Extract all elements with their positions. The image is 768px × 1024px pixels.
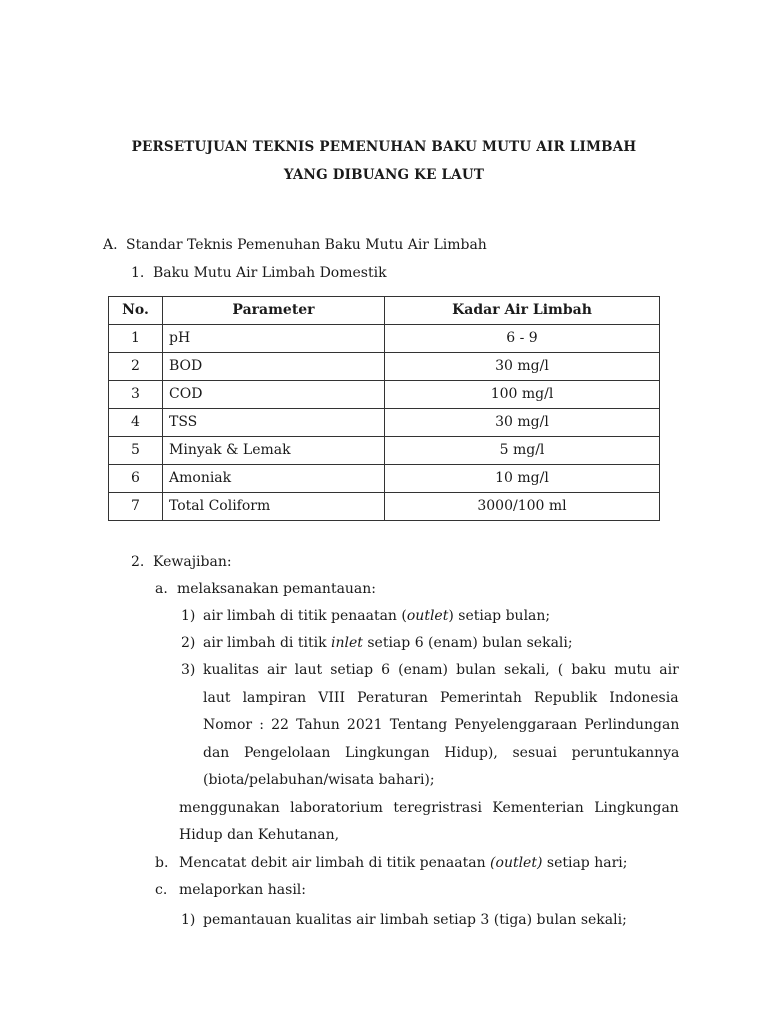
item-2b-marker: b. xyxy=(155,855,169,871)
item-1-heading: Baku Mutu Air Limbah Domestik xyxy=(153,265,387,281)
item-2a-note-line-2: Hidup dan Kehutanan, xyxy=(179,827,340,843)
item-2a-2-text-pre: air limbah di titik xyxy=(203,635,332,651)
item-2a-2-marker: 2) xyxy=(181,635,196,651)
section-a-marker: A. xyxy=(103,237,118,253)
item-2c-marker: c. xyxy=(155,882,168,898)
document-title-line-1: PERSETUJUAN TEKNIS PEMENUHAN BAKU MUTU AIR LIMBAH xyxy=(131,139,637,155)
item-2c-1-marker: 1) xyxy=(181,912,196,928)
table-cell-parameter: Total Coliform xyxy=(163,493,385,521)
table-cell-no: 1 xyxy=(109,325,163,353)
table-cell-parameter: COD xyxy=(163,381,385,409)
table-header-row xyxy=(109,297,660,325)
item-2a-3-line-3: Nomor : 22 Tahun 2021 Tentang Penyelenggaraan Perlindungan xyxy=(203,717,680,733)
item-2a-note-line-1: menggunakan laboratorium teregristrasi Kementerian Lingkungan xyxy=(179,800,679,816)
table-cell-kadar: 30 mg/l xyxy=(385,353,660,381)
table-cell-parameter: Minyak & Lemak xyxy=(163,437,385,465)
table-cell-kadar: 10 mg/l xyxy=(385,465,660,493)
item-1-marker: 1. xyxy=(131,265,145,281)
table-cell-no: 2 xyxy=(109,353,163,381)
table-cell-no: 4 xyxy=(109,409,163,437)
item-2a-2-text-em: inlet xyxy=(331,635,363,651)
section-a-heading: Standar Teknis Pemenuhan Baku Mutu Air Limbah xyxy=(126,237,487,253)
table-cell-no: 5 xyxy=(109,437,163,465)
item-2a-1-text-post: ) setiap bulan; xyxy=(448,608,551,624)
table-row xyxy=(109,437,660,465)
table-cell-parameter: BOD xyxy=(163,353,385,381)
item-2-marker: 2. xyxy=(131,554,145,570)
item-2a-1-marker: 1) xyxy=(181,608,196,624)
table-cell-kadar: 6 - 9 xyxy=(385,325,660,353)
table-header-kadar: Kadar Air Limbah xyxy=(385,297,660,325)
table-row xyxy=(109,381,660,409)
item-2a-1-text xyxy=(203,608,550,624)
item-2a-3-line-1: kualitas air laut setiap 6 (enam) bulan sekali, ( baku mutu air xyxy=(203,662,679,678)
item-2b-text-pre: Mencatat debit air limbah di titik penaatan xyxy=(179,855,491,871)
item-2a-3-line-2: laut lampiran VIII Peraturan Pemerintah Republik Indonesia xyxy=(203,690,679,706)
table-cell-kadar: 100 mg/l xyxy=(385,381,660,409)
table-cell-no: 3 xyxy=(109,381,163,409)
table-cell-parameter: Amoniak xyxy=(163,465,385,493)
table-cell-kadar: 3000/100 ml xyxy=(385,493,660,521)
baku-mutu-table xyxy=(108,296,660,521)
item-2a-3-line-4: dan Pengelolaan Lingkungan Hidup), sesuai peruntukannya xyxy=(203,745,680,761)
table-row xyxy=(109,325,660,353)
table-cell-parameter: TSS xyxy=(163,409,385,437)
item-2a-2-text xyxy=(203,635,573,651)
table-header-no: No. xyxy=(109,297,163,325)
item-2a-3-line-5: (biota/pelabuhan/wisata bahari); xyxy=(203,772,435,788)
table-row xyxy=(109,465,660,493)
item-2a-marker: a. xyxy=(155,581,168,597)
item-2a-2-text-post: setiap 6 (enam) bulan sekali; xyxy=(362,635,573,651)
table-cell-kadar: 30 mg/l xyxy=(385,409,660,437)
item-2-heading: Kewajiban: xyxy=(153,554,232,570)
document-title-line-2: YANG DIBUANG KE LAUT xyxy=(283,167,485,183)
table-cell-parameter: pH xyxy=(163,325,385,353)
item-2a-text: melaksanakan pemantauan: xyxy=(177,581,377,597)
table-cell-no: 6 xyxy=(109,465,163,493)
item-2a-1-text-pre: air limbah di titik penaatan ( xyxy=(203,608,407,624)
item-2b-text-em: (outlet) xyxy=(490,855,543,871)
table-cell-kadar: 5 mg/l xyxy=(385,437,660,465)
item-2a-1-text-em: outlet xyxy=(406,608,449,624)
item-2a-3-marker: 3) xyxy=(181,662,196,678)
item-2c-1-text: pemantauan kualitas air limbah setiap 3 (tiga) bulan sekali; xyxy=(203,912,627,928)
item-2b-text-post: setiap hari; xyxy=(542,855,628,871)
table-row xyxy=(109,409,660,437)
table-row xyxy=(109,353,660,381)
table-row xyxy=(109,493,660,521)
item-2b-text xyxy=(179,855,627,871)
table-cell-no: 7 xyxy=(109,493,163,521)
item-2c-text: melaporkan hasil: xyxy=(179,882,306,898)
table-header-parameter: Parameter xyxy=(163,297,385,325)
